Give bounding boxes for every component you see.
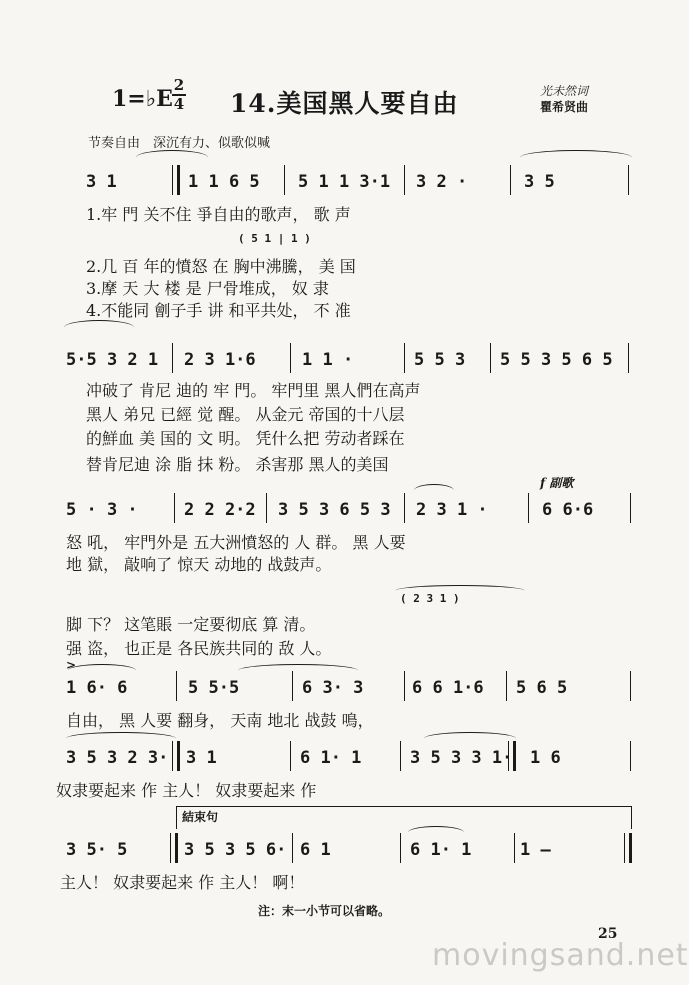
barline bbox=[172, 343, 173, 373]
final-barline bbox=[624, 833, 632, 863]
notes-measure: 1 1 · bbox=[302, 350, 354, 370]
watermark: movingsand.net bbox=[432, 938, 689, 973]
phrase-slur bbox=[424, 732, 516, 745]
notes-measure: 6 6 1·6 bbox=[412, 678, 484, 698]
phrase-slur bbox=[238, 664, 358, 677]
barline bbox=[400, 741, 401, 771]
lyric-verse-2: 地 獄， 敲响了 惊天 动地的 战鼓声。 bbox=[66, 555, 332, 574]
barline bbox=[404, 343, 405, 373]
phrase-slur bbox=[408, 826, 464, 839]
barline bbox=[630, 493, 631, 523]
repeat-barline bbox=[170, 833, 178, 863]
ending-label: 結束句 bbox=[182, 810, 219, 824]
lyric-verse-1: 冲破了 肯尼 迪的 牢 門。 牢門里 黑人們在高声 bbox=[86, 381, 421, 400]
notes-measure: 5 6 5 bbox=[516, 678, 568, 698]
notes-measure: 2 3 1 · bbox=[416, 500, 488, 520]
phrase-slur bbox=[414, 484, 454, 497]
barline bbox=[292, 833, 293, 863]
variant-notes: ( 5 1 | 1 ) bbox=[238, 232, 311, 245]
barline bbox=[400, 833, 401, 863]
barline bbox=[528, 493, 529, 523]
notes-measure: 5 5 3 5 6 5 bbox=[500, 350, 613, 370]
dynamic-marking: f 副歌 bbox=[540, 476, 574, 490]
notes-measure: 5 5·5 bbox=[188, 678, 240, 698]
tempo-marking: 节奏自由 深沉有力、似歌似喊 bbox=[88, 136, 271, 151]
notes-measure: 6 6·6 bbox=[542, 500, 594, 520]
barline bbox=[628, 343, 629, 373]
lyric-line: 奴隶要起来 作 主人！ 奴隶要起来 作 bbox=[56, 781, 317, 800]
barline bbox=[630, 741, 631, 771]
lyric-verse-2: 2.几 百 年的憤怒 在 胸中沸騰， 美 国 bbox=[86, 257, 356, 276]
notes-measure: 6 1· 1 bbox=[410, 840, 472, 860]
lyric-verse-3: 3.摩 天 大 楼 是 尸骨堆成， 奴 隶 bbox=[86, 279, 329, 298]
lyricist-credit: 光未然词 bbox=[540, 84, 589, 98]
barline bbox=[172, 165, 180, 195]
notes-measure: 3 1 bbox=[186, 748, 217, 768]
notes-measure: 5 5 3 bbox=[414, 350, 466, 370]
notes-measure: 5 1 1 3·1 bbox=[298, 172, 391, 192]
lyric-verse-1: 脚 下？ 这笔賬 一定要彻底 算 清。 bbox=[66, 615, 316, 634]
song-title: 14.美国黑人要自由 bbox=[230, 89, 459, 118]
barline bbox=[490, 343, 491, 373]
barline bbox=[290, 343, 291, 373]
lyric-verse-2: 强 盗， 也正是 各民族共同的 敌 人。 bbox=[66, 639, 332, 658]
footnote: 注：末一小节可以省略。 bbox=[258, 904, 391, 918]
notes-measure: 1 — bbox=[520, 840, 551, 860]
phrase-slur bbox=[66, 732, 176, 745]
repeat-barline bbox=[508, 741, 516, 771]
barline bbox=[628, 165, 629, 195]
notes-measure: 3 5 3 2 3· bbox=[66, 748, 169, 768]
lyric-verse-1: 怒 吼， 牢門外是 五大洲憤怒的 人 群。 黑 人要 bbox=[66, 533, 406, 552]
barline bbox=[506, 671, 507, 701]
notes-measure: 5 · 3 · bbox=[66, 500, 138, 520]
repeat-barline bbox=[172, 741, 180, 771]
notes-measure: 3 5 bbox=[524, 172, 555, 192]
barline bbox=[630, 671, 631, 701]
lyric-verse-4: 替肯尼迪 涂 脂 抹 粉。 杀害那 黑人的美国 bbox=[86, 455, 389, 474]
notes-measure: 3 5 3 3 1· bbox=[410, 748, 513, 768]
ending-bracket bbox=[176, 806, 632, 829]
composer-credit: 瞿希贤曲 bbox=[540, 100, 589, 114]
notes-measure: 1 1 6 5 bbox=[188, 172, 260, 192]
barline bbox=[292, 671, 293, 701]
notes-measure: 3 2 · bbox=[416, 172, 468, 192]
barline bbox=[174, 493, 175, 523]
notes-measure: 6 1 bbox=[300, 840, 331, 860]
notes-measure: 2 2 2·2 bbox=[184, 500, 256, 520]
notes-measure: 6 1· 1 bbox=[300, 748, 362, 768]
lyric-verse-4: 4.不能同 劊子手 讲 和平共处， 不 准 bbox=[86, 301, 351, 320]
notes-measure: 5·5 3 2 1 bbox=[66, 350, 159, 370]
barline bbox=[290, 741, 291, 771]
notes-measure: 3 5· 5 bbox=[66, 840, 128, 860]
key-signature: 1=♭E bbox=[112, 86, 173, 112]
barline bbox=[284, 165, 285, 195]
lyric-line: 主人！ 奴隶要起来 作 主人！ 啊！ bbox=[60, 873, 305, 892]
notes-measure: 2 3 1·6 bbox=[184, 350, 256, 370]
accent-mark: > bbox=[66, 658, 77, 672]
lyric-verse-2: 黑人 弟兄 已經 觉 醒。 从金元 帝国的十八层 bbox=[86, 405, 405, 424]
time-signature-top: 2 bbox=[173, 76, 185, 94]
notes-measure: 1 6· 6 bbox=[66, 678, 128, 698]
barline bbox=[404, 671, 405, 701]
phrase-slur bbox=[68, 664, 136, 677]
notes-measure: 6 3· 3 bbox=[302, 678, 364, 698]
notes-measure: 3 1 bbox=[86, 172, 117, 192]
variant-notes: ( 2 3 1 ) bbox=[400, 592, 460, 605]
time-signature-bottom: 4 bbox=[173, 95, 185, 113]
phrase-slur bbox=[520, 150, 632, 165]
lyric-verse-3: 的鮮血 美 国的 文 明。 凭什么把 劳动者踩在 bbox=[86, 429, 405, 448]
barline bbox=[404, 493, 405, 523]
time-signature bbox=[172, 78, 186, 112]
lyric-verse-1: 1.牢 門 关不住 爭自由的歌声， 歌 声 bbox=[86, 205, 351, 224]
page-number: 25 bbox=[598, 926, 618, 942]
notes-measure: 3 5 3 5 6· bbox=[184, 840, 287, 860]
barline bbox=[176, 671, 177, 701]
barline bbox=[404, 165, 405, 195]
phrase-slur bbox=[64, 320, 134, 335]
barline bbox=[510, 165, 511, 195]
phrase-slur bbox=[136, 150, 208, 165]
barline bbox=[266, 493, 267, 523]
notes-measure: 3 5 3 6 5 3 bbox=[278, 500, 391, 520]
lyric-line: 自由， 黑 人要 翻身， 天南 地北 战鼓 鳴， bbox=[66, 711, 374, 730]
notes-measure: 1 6 bbox=[530, 748, 561, 768]
barline bbox=[514, 833, 515, 863]
